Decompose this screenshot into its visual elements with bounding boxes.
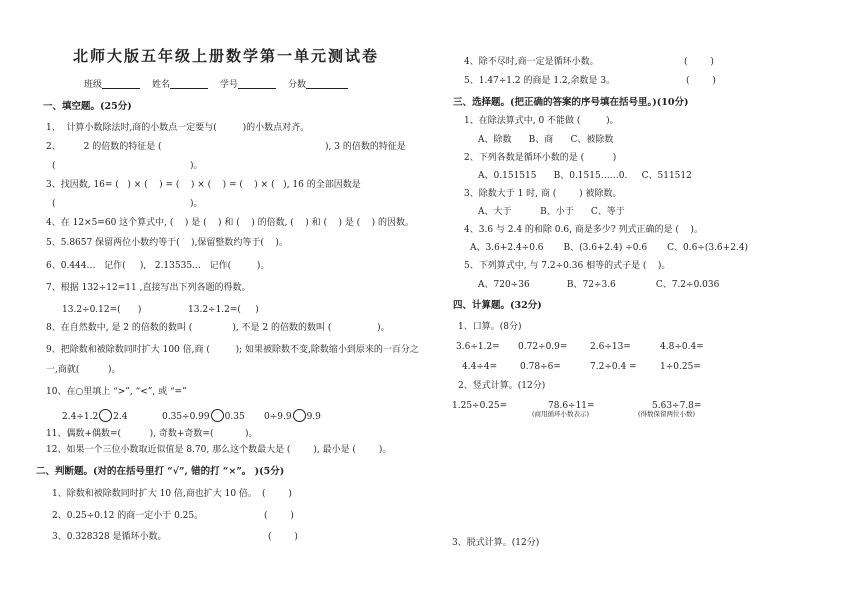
s4-part1: 1、口算。(8分) [458,322,522,332]
oral-5: 4.4÷4= [462,362,498,372]
s3-q4-options: A、3.6+2.4÷0.6 B、(3.6+2.4) ÷0.6 C、0.6÷(3.6+2.4) [470,243,749,253]
s1-q1: 1、 计算小数除法时,商的小数点一定要与( )的小数点对齐。 [46,123,310,133]
vertical-3: 5.63÷7.8= [652,401,702,411]
s2-q1: 1、除数和被除数同时扩大 10 倍,商也扩大 10 倍。 [52,489,257,499]
s3-q4: 4、3.6 与 2.4 的和除 0.6, 商是多少? 列式正确的是 ( )。 [464,225,703,235]
oral-7: 7.2÷0.4 = [590,362,637,372]
s1-q2a: 2、 2 的倍数的特征是 ( [46,142,162,152]
name-label: 姓名 [152,80,171,90]
page-title: 北师大版五年级上册数学第一单元测试卷 [73,47,380,65]
s2-q3-paren[interactable]: ( ) [268,532,298,542]
section-3-heading: 三、选择题。(把正确的答案的序号填在括号里。)(10分) [453,97,689,108]
s4-part2: 2、竖式计算。(12分) [458,381,546,391]
s2-q5: 5、1.47÷1.2 的商是 1.2,余数是 3。 [464,76,616,86]
section-1-heading: 一、填空题。(25分) [43,101,132,112]
s3-q2: 2、下列各数是循环小数的是 ( ) [464,153,617,163]
s1-q4: 4、在 12×5=60 这个算式中, ( ) 是 ( ) 和 ( ) 的倍数, ( ) 和 ( ) 是 ( ) 的因数。 [46,218,415,228]
compare-2-circle[interactable] [211,409,224,422]
s1-q2d: )。 [190,161,203,171]
id-label: 学号 [220,80,239,90]
compare-2-right: 0.35 [224,412,245,422]
s3-q3-options: A、大于 B、小于 C、等于 [478,207,625,217]
class-blank[interactable] [102,79,140,89]
s1-q7a: 13.2÷0.12=( ) [62,305,142,315]
s2-q5-paren[interactable]: ( ) [686,76,716,86]
oral-4: 4.8÷0.4= [660,342,704,352]
s2-q2: 2、0.25÷0.12 的商一定小于 0.25。 [52,511,204,521]
section-4-heading: 四、计算题。(32分) [453,300,542,311]
s1-q6: 6、0.444… 记作( ), 2.13535… 记作( )。 [46,261,270,271]
vertical-2-note: (商用循环小数表示) [532,410,590,418]
s2-q1-paren[interactable]: ( ) [262,489,292,499]
vertical-1: 1.25÷0.25= [452,401,508,411]
s1-q9a: 9、把除数和被除数同时扩大 100 倍,商 ( ); 如果被除数不变,除数缩小到原来的一百分之 [46,345,419,355]
s1-q5: 5、5.8657 保留两位小数约等于( ),保留整数约等于( )。 [46,238,288,248]
s1-q7b: 13.2÷1.2=( ) [188,305,259,315]
s3-q5: 5、下列算式中, 与 7.2÷0.36 相等的式子是 ( )。 [464,261,671,271]
oral-8: 1÷0.25= [660,362,701,372]
s1-q10: 10、在○里填上 “>”, “<”, 或 “=” [46,387,187,397]
s3-q5-options: A、720÷36 B、72÷3.6 C、7.2÷0.036 [478,280,720,290]
s3-q1-options: A、除数 B、商 C、被除数 [478,135,614,145]
score-blank[interactable] [306,79,348,89]
vertical-2: 78.6÷11= [548,401,595,411]
s2-q2-paren[interactable]: ( ) [264,511,294,521]
s1-q10c [264,409,321,422]
s3-q1: 1、在除法算式中, 0 不能做 ( )。 [464,116,619,126]
compare-1-right: 2.4 [113,412,128,422]
s1-q3c: )。 [190,199,203,209]
student-info-line [84,79,348,90]
s1-q10a [62,409,128,422]
s4-part3: 3、脱式计算。(12分) [452,538,540,548]
s1-q8: 8、在自然数中, 是 2 的倍数的数叫 ( ), 不是 2 的倍数的数叫 ( )。 [46,323,390,333]
compare-1-circle[interactable] [99,409,112,422]
s1-q7: 7、根据 132÷12=11 ,直接写出下列各题的得数。 [46,283,251,293]
s1-q2c: ( [52,161,56,171]
compare-1-left: 2.4÷1.2 [62,412,99,422]
s3-q2-options: A、0.151515 B、0.1515……0. C、511512 [478,171,692,181]
s2-q4: 4、除不尽时,商一定是循环小数。 [464,57,599,67]
id-blank[interactable] [238,79,276,89]
s1-q3a: 3、找因数, 16= ( ) × ( ) = ( ) × ( ) = ( ) × ( ), 16 的全部因数是 [46,180,361,190]
vertical-3-note: (得数保留两位小数) [638,410,696,418]
compare-3-right: 9.9 [306,412,321,422]
name-blank[interactable] [170,79,208,89]
s2-q4-paren[interactable]: ( ) [684,57,714,67]
oral-3: 2.6÷13= [590,342,631,352]
s1-q9b: 一,商就( )。 [46,365,121,375]
section-2-heading: 二、判断题。(对的在括号里打 “√”, 错的打 “×”。 )(5分) [36,466,285,477]
s3-q3: 3、除数大于 1 时, 商 ( ) 被除数。 [464,189,622,199]
s1-q11: 11、偶数+偶数=( ), 奇数+奇数=( )。 [46,429,258,439]
s1-q12: 12、如果一个三位小数取近似值是 8.70, 那么这个数最大是 ( ), 最小是 ( )。 [46,445,392,455]
oral-2: 0.72÷0.9= [518,342,568,352]
s1-q10b [162,409,245,422]
oral-6: 0.78÷6= [520,362,561,372]
compare-3-circle[interactable] [293,409,306,422]
s2-q3: 3、0.328328 是循环小数。 [52,532,167,542]
score-label: 分数 [288,80,307,90]
oral-1: 3.6÷1.2= [456,342,500,352]
s1-q2b: ), 3 的倍数的特征是 [325,142,406,152]
compare-3-left: 0÷9.9 [264,412,292,422]
class-label: 班级 [84,80,103,90]
compare-2-left: 0.35÷0.99 [162,412,210,422]
s1-q3b: ( [52,199,56,209]
